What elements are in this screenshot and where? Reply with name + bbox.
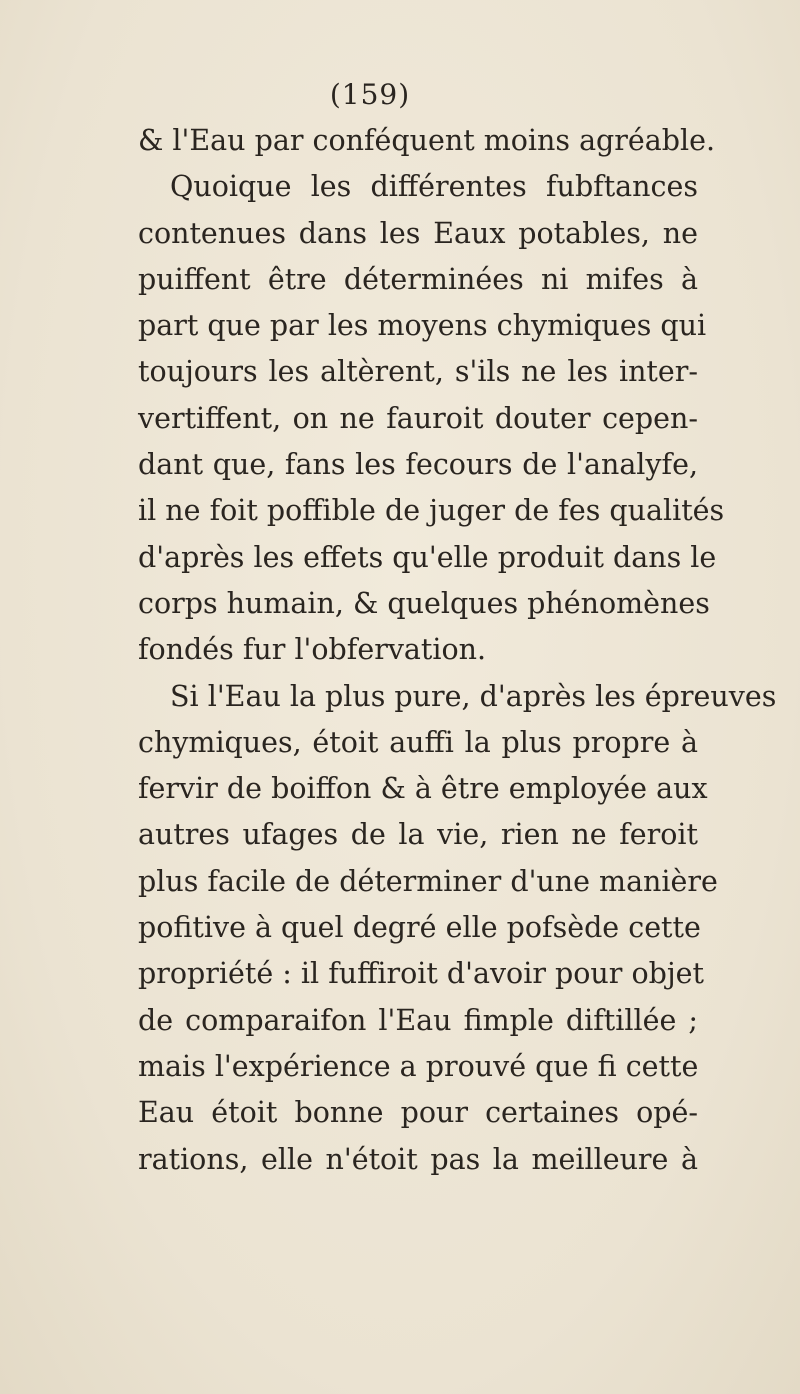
text-line: rations, elle n'étoit pas la meilleure à bbox=[138, 1142, 698, 1176]
text-line: de comparaifon l'Eau fimple diftillée ; bbox=[138, 1003, 698, 1037]
page-number: (159) bbox=[329, 78, 411, 111]
text-line: contenues dans les Eaux potables, ne bbox=[138, 216, 698, 250]
text-line: chymiques, étoit auffi la plus propre à bbox=[138, 725, 698, 759]
text-line: & l'Eau par conféquent moins agréable. bbox=[138, 124, 716, 157]
text-line: plus facile de déterminer d'une manière bbox=[138, 864, 718, 898]
text-line: propriété : il fuffiroit d'avoir pour objet bbox=[138, 957, 705, 991]
text-line: Si l'Eau la plus pure, d'après les épreuves bbox=[170, 679, 777, 713]
text-line: toujours les altèrent, s'ils ne les inter- bbox=[138, 355, 698, 389]
text-line: autres ufages de la vie, rien ne feroit bbox=[138, 818, 698, 852]
text-line: il ne foit poffible de juger de fes qualités bbox=[138, 494, 725, 528]
text-line: part que par les moyens chymiques qui bbox=[138, 309, 707, 343]
text-line: vertiffent, on ne fauroit douter cepen- bbox=[138, 401, 698, 435]
text-line: dant que, fans les fecours de l'analyfe, bbox=[138, 448, 698, 482]
body-text bbox=[138, 118, 777, 1183]
text-line: puiffent être déterminées ni mifes à bbox=[138, 262, 698, 296]
text-line: Quoique les différentes fubftances bbox=[170, 170, 698, 204]
text-line: fondés fur l'obfervation. bbox=[138, 633, 487, 667]
text-line: mais l'expérience a prouvé que fi cette bbox=[138, 1049, 699, 1083]
text-line: fervir de boiffon & à être employée aux bbox=[138, 772, 708, 806]
text-line: pofitive à quel degré elle pofsède cette bbox=[138, 911, 701, 945]
text-line: corps humain, & quelques phénomènes bbox=[138, 586, 710, 620]
text-line: d'après les effets qu'elle produit dans le bbox=[138, 540, 717, 574]
text-line: Eau étoit bonne pour certaines opé- bbox=[138, 1096, 698, 1130]
